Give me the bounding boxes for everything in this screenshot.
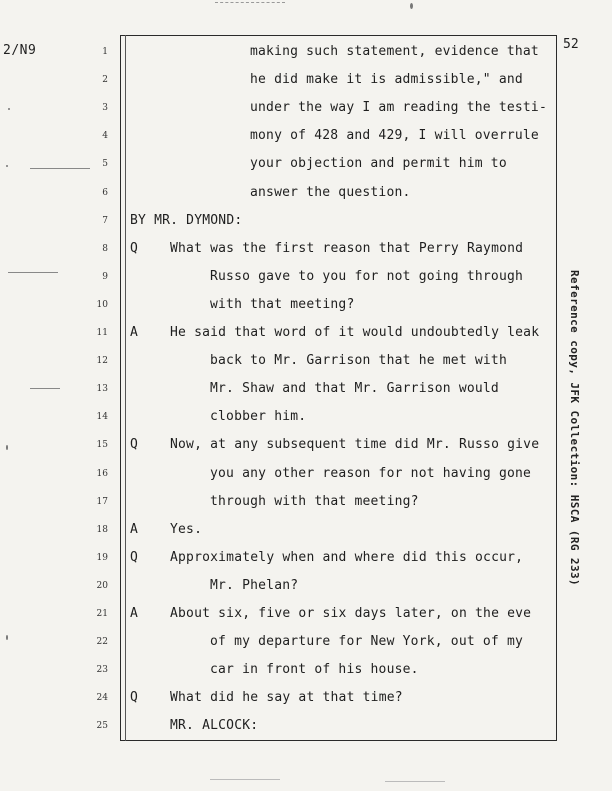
line-number: 21 xyxy=(96,609,108,619)
scan-speck xyxy=(410,3,413,9)
transcript-line-text: Mr. Phelan? xyxy=(210,577,299,593)
line-number: 5 xyxy=(102,159,108,170)
transcript-line-text: you any other reason for not having gone xyxy=(210,465,532,481)
scan-speck xyxy=(8,108,10,110)
scan-dash xyxy=(30,388,60,389)
line-number: 20 xyxy=(96,580,108,591)
transcript-line-text: through with that meeting? xyxy=(210,493,419,509)
scan-dash xyxy=(8,272,58,273)
line-number: 17 xyxy=(96,496,108,507)
line-number: 1 xyxy=(102,47,108,57)
line-number: 13 xyxy=(96,384,108,395)
transcript-line-text: He said that word of it would undoubtedly leak xyxy=(170,325,540,340)
transcript-line-text: of my departure for New York, out of my xyxy=(210,634,524,650)
transcript-line-text: MR. ALCOCK: xyxy=(170,718,259,734)
scan-dash xyxy=(30,168,90,169)
question-marker: Q xyxy=(130,240,138,256)
transcript-line-text: BY MR. DYMOND: xyxy=(130,212,243,228)
transcript-line-text: car in front of his house. xyxy=(210,662,419,678)
line-number: 16 xyxy=(96,468,108,479)
scan-artifact-bottom xyxy=(210,779,280,780)
corner-identifier: 2/N9 xyxy=(3,43,37,58)
question-marker: Q xyxy=(130,690,138,706)
line-number: 24 xyxy=(96,693,108,704)
transcript-line-text: he did make it is admissible," and xyxy=(250,72,523,88)
line-number: 4 xyxy=(102,131,108,142)
margin-rule xyxy=(125,35,126,741)
scan-speck xyxy=(6,635,8,640)
transcript-line-text: What did he say at that time? xyxy=(170,690,403,706)
line-number: 14 xyxy=(96,412,108,423)
scan-artifact-bottom xyxy=(385,781,445,782)
page-number: 52 xyxy=(563,37,579,52)
line-number: 18 xyxy=(96,524,108,535)
line-number: 3 xyxy=(102,103,108,114)
line-number: 6 xyxy=(102,187,108,198)
transcript-line-text: back to Mr. Garrison that he met with xyxy=(210,353,507,369)
scan-artifact-top xyxy=(215,2,285,7)
archive-stamp: Reference copy, JFK Collection: HSCA (RG 233) xyxy=(568,270,581,587)
line-number: 2 xyxy=(102,75,108,86)
question-marker: Q xyxy=(130,437,138,453)
question-marker: Q xyxy=(130,549,138,565)
answer-marker: A xyxy=(130,606,138,621)
answer-marker: A xyxy=(130,325,138,340)
line-number: 22 xyxy=(96,637,108,648)
line-number: 7 xyxy=(102,215,108,226)
scan-speck xyxy=(6,165,8,167)
line-number: 25 xyxy=(96,721,108,732)
scan-speck xyxy=(6,445,8,450)
transcript-line-text: Mr. Shaw and that Mr. Garrison would xyxy=(210,381,499,397)
line-number: 12 xyxy=(96,356,108,367)
transcript-line-text: clobber him. xyxy=(210,409,307,425)
transcript-line-text: Yes. xyxy=(170,521,203,537)
transcript-line-text: About six, five or six days later, on the eve xyxy=(170,606,532,621)
answer-marker: A xyxy=(130,521,138,537)
line-number: 8 xyxy=(102,243,108,254)
line-number: 23 xyxy=(96,665,108,676)
transcript-line-text: Approximately when and where did this occur, xyxy=(170,549,524,565)
line-number: 10 xyxy=(96,299,108,310)
transcript-line-text: Now, at any subsequent time did Mr. Russo give xyxy=(170,437,540,453)
transcript-line-text: your objection and permit him to xyxy=(250,156,507,172)
transcript-line-text: What was the first reason that Perry Raymond xyxy=(170,240,524,256)
transcript-line-text: answer the question. xyxy=(250,184,411,200)
transcript-line-text: making such statement, evidence that xyxy=(250,44,539,59)
transcript-line-text: with that meeting? xyxy=(210,296,355,312)
transcript-line-text: Russo gave to you for not going through xyxy=(210,268,524,284)
line-number: 19 xyxy=(96,552,108,563)
transcript-line-text: under the way I am reading the testi- xyxy=(250,100,547,116)
line-number: 15 xyxy=(96,440,108,451)
line-number: 11 xyxy=(96,328,108,338)
transcript-line-text: mony of 428 and 429, I will overrule xyxy=(250,128,539,144)
line-number: 9 xyxy=(102,271,108,282)
